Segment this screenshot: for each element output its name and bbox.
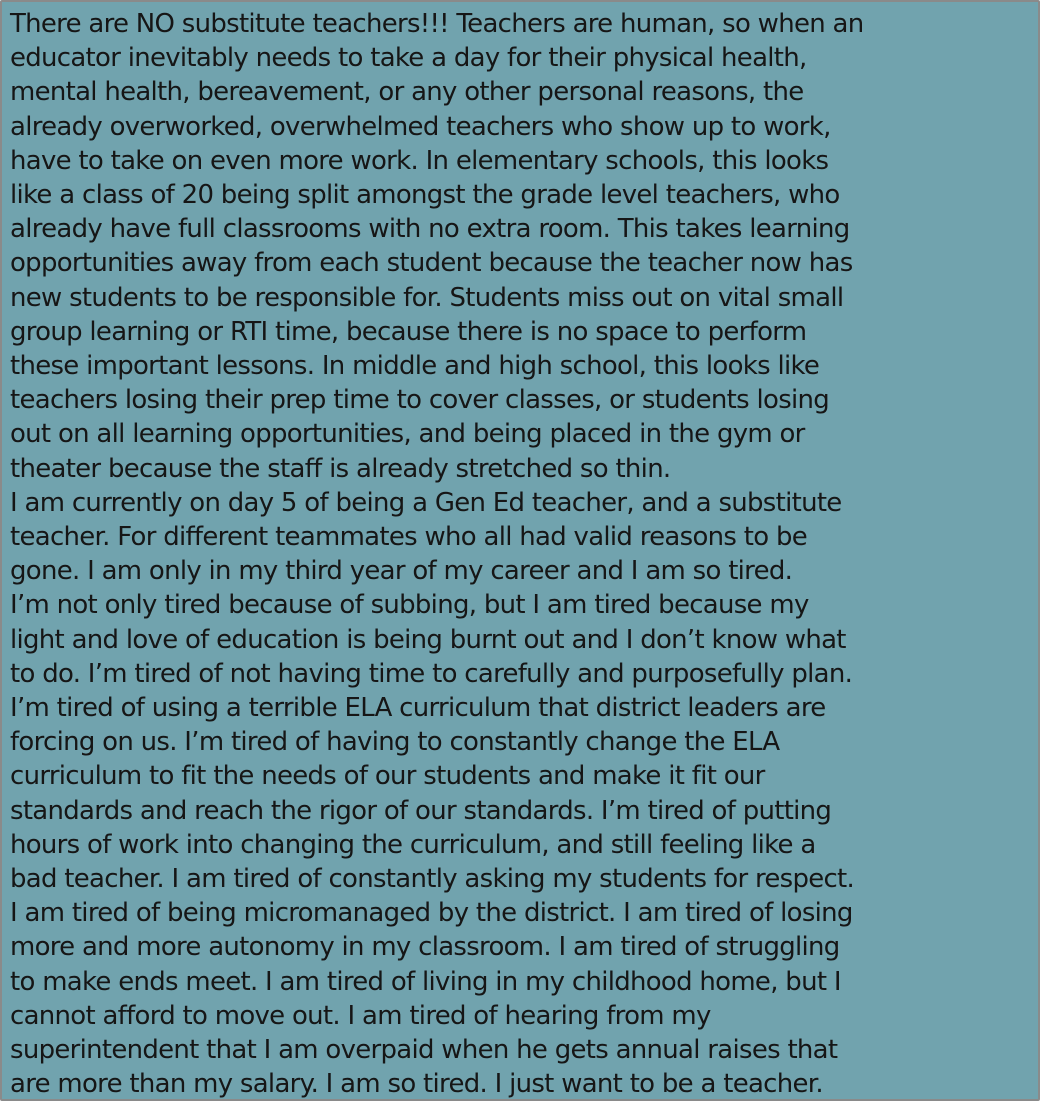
note-line: are more than my salary. I am so tired. I just want to be a teacher.	[10, 1069, 823, 1100]
note-line: teachers losing their prep time to cover classes, or students losing	[10, 385, 830, 416]
note-text	[10, 7, 1038, 1101]
note-line: teacher. For different teammates who all had valid reasons to be	[10, 522, 807, 553]
note-line: I’m tired of using a terrible ELA curriculum that district leaders are	[10, 693, 826, 724]
note-line: curriculum to fit the needs of our students and make it fit our	[10, 761, 765, 792]
note-line: There are NO substitute teachers!!! Teachers are human, so when an	[10, 9, 864, 39]
note-line: bad teacher. I am tired of constantly asking my students for respect.	[10, 864, 855, 895]
note-line: educator inevitably needs to take a day for their physical health,	[10, 43, 807, 74]
note-line: to do. I’m tired of not having time to carefully and purposefully plan.	[10, 658, 853, 689]
note-line: already overworked, overwhelmed teachers who show up to work,	[10, 111, 831, 142]
note-line: theater because the staff is already stretched so thin.	[10, 453, 671, 484]
note-line: to make ends meet. I am tired of living in my childhood home, but I	[10, 966, 841, 997]
note-line: forcing on us. I’m tired of having to constantly change the ELA	[10, 727, 780, 758]
note-line: already have full classrooms with no extra room. This takes learning	[10, 214, 850, 245]
note-line: I am currently on day 5 of being a Gen Ed teacher, and a substitute	[10, 487, 842, 518]
note-line: group learning or RTI time, because there is no space to perform	[10, 316, 807, 347]
note-line: opportunities away from each student because the teacher now has	[10, 248, 853, 279]
note-line: gone. I am only in my third year of my career and I am so tired.	[10, 556, 793, 587]
note-line: superintendent that I am overpaid when he gets annual raises that	[10, 1035, 838, 1066]
note-line: hours of work into changing the curriculum, and still feeling like a	[10, 829, 816, 860]
note-line: more and more autonomy in my classroom. I am tired of struggling	[10, 932, 840, 963]
note-line: mental health, bereavement, or any other personal reasons, the	[10, 77, 804, 108]
note-line: out on all learning opportunities, and being placed in the gym or	[10, 419, 805, 450]
note-line: standards and reach the rigor of our standards. I’m tired of putting	[10, 795, 832, 826]
note-line: I am tired of being micromanaged by the district. I am tired of losing	[10, 898, 853, 929]
note-line: these important lessons. In middle and high school, this looks like	[10, 351, 820, 382]
note-line: have to take on even more work. In elementary schools, this looks	[10, 145, 829, 176]
note-line: cannot afford to move out. I am tired of hearing from my	[10, 1000, 711, 1031]
note-line: light and love of education is being burnt out and I don’t know what	[10, 624, 846, 655]
note-line: new students to be responsible for. Students miss out on vital small	[10, 282, 844, 313]
note-line: I’m not only tired because of subbing, but I am tired because my	[10, 590, 809, 621]
note-line: like a class of 20 being split amongst the grade level teachers, who	[10, 180, 840, 211]
